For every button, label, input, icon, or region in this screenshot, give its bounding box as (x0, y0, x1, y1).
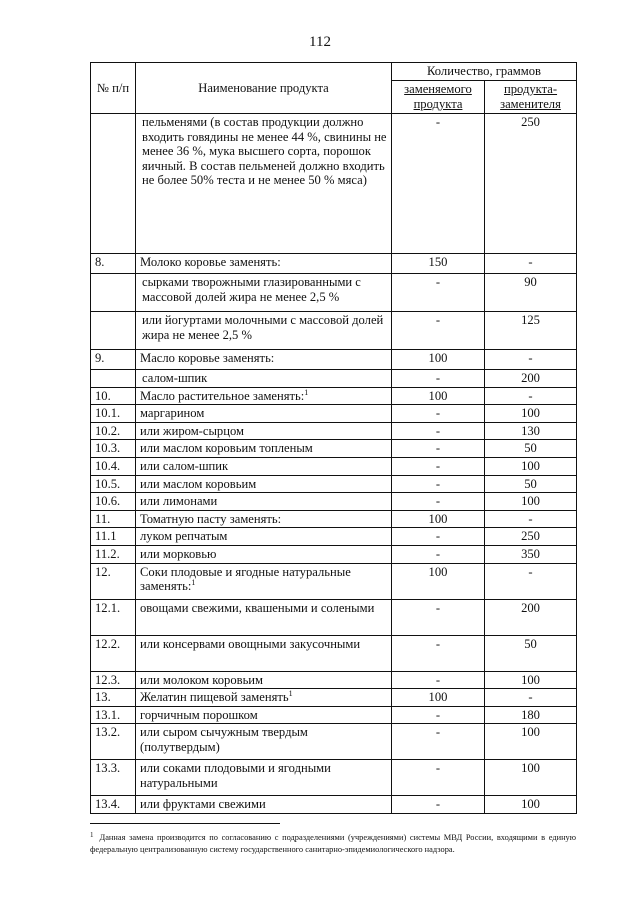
replaced-quantity: - (392, 528, 485, 546)
product-name-cell (136, 724, 392, 760)
table-row (91, 440, 577, 458)
product-name: сырками творожными глазированными с массовой долей жира не менее 2,5 % (142, 275, 361, 304)
table-row (91, 510, 577, 528)
product-name-cell (136, 510, 392, 528)
row-number: 10.2. (91, 422, 136, 440)
replaced-quantity: 150 (392, 254, 485, 274)
substitute-quantity: 100 (485, 671, 577, 689)
product-name: или йогуртами молочными с массовой долей жира не менее 2,5 % (142, 313, 384, 342)
row-number: 11.1 (91, 528, 136, 546)
product-name: Молоко коровье заменять: (140, 255, 281, 269)
replaced-quantity: - (392, 706, 485, 724)
table-row (91, 635, 577, 671)
header-num: № п/п (91, 63, 136, 114)
replaced-quantity: - (392, 475, 485, 493)
substitute-quantity: 100 (485, 457, 577, 475)
table-row (91, 528, 577, 546)
product-name: Масло коровье заменять: (140, 351, 275, 365)
product-name: Масло растительное заменять: (140, 388, 305, 403)
product-name-cell (136, 545, 392, 563)
product-name-cell (136, 635, 392, 671)
product-name: или маслом коровьим топленым (140, 441, 313, 456)
footnote-divider (90, 823, 280, 824)
product-name: или морковью (140, 546, 217, 561)
row-number (91, 312, 136, 350)
product-name: или маслом коровьим (140, 476, 257, 491)
product-name: горчичным порошком (140, 707, 258, 722)
row-number: 13.4. (91, 796, 136, 814)
replaced-quantity: - (392, 545, 485, 563)
product-name: или фруктами свежими (140, 797, 266, 812)
footnote-mark: 1 (90, 831, 94, 839)
header-substitute-label: продукта-заменителя (500, 82, 561, 111)
product-name-cell (136, 312, 392, 350)
table-row (91, 689, 577, 707)
row-number: 12. (91, 563, 136, 599)
product-name: или консервами овощными закусочными (140, 636, 361, 651)
row-number: 11.2. (91, 545, 136, 563)
row-number: 10.3. (91, 440, 136, 458)
substitute-quantity: - (485, 254, 577, 274)
substitute-quantity: - (485, 350, 577, 370)
substitute-quantity: 100 (485, 405, 577, 423)
replaced-quantity: - (392, 493, 485, 511)
replaced-quantity: - (392, 405, 485, 423)
substitute-quantity: 50 (485, 440, 577, 458)
table-row (91, 274, 577, 312)
replaced-quantity: 100 (392, 689, 485, 707)
food-substitution-table (90, 62, 577, 814)
substitute-quantity: 180 (485, 706, 577, 724)
substitute-quantity: - (485, 387, 577, 405)
product-name-cell (136, 370, 392, 388)
table-row (91, 599, 577, 635)
product-name-cell (136, 563, 392, 599)
substitute-quantity: 250 (485, 114, 577, 254)
replaced-quantity: - (392, 422, 485, 440)
product-name-cell (136, 760, 392, 796)
product-name: Соки плодовые и ягодные натуральные заменять: (140, 564, 351, 594)
substitute-quantity: 50 (485, 475, 577, 493)
replaced-quantity: - (392, 760, 485, 796)
table-row (91, 114, 577, 254)
replaced-quantity: - (392, 274, 485, 312)
row-number: 10. (91, 387, 136, 405)
product-name-cell (136, 114, 392, 254)
product-name: или соками плодовыми и ягодными натуральными (140, 761, 331, 790)
footnote-reference: 1 (191, 578, 196, 588)
product-name: овощами свежими, квашеными и солеными (140, 600, 375, 615)
substitute-quantity: 100 (485, 493, 577, 511)
table-row (91, 370, 577, 388)
product-name-cell (136, 475, 392, 493)
row-number: 10.4. (91, 457, 136, 475)
row-number (91, 114, 136, 254)
product-name: или салом-шпик (140, 458, 229, 473)
row-number: 9. (91, 350, 136, 370)
product-name-cell (136, 796, 392, 814)
product-name-cell (136, 387, 392, 405)
row-number: 10.1. (91, 405, 136, 423)
row-number: 13.3. (91, 760, 136, 796)
substitute-quantity: 200 (485, 370, 577, 388)
replaced-quantity: 100 (392, 563, 485, 599)
row-number: 13.1. (91, 706, 136, 724)
row-number (91, 370, 136, 388)
product-name-cell (136, 671, 392, 689)
replaced-quantity: - (392, 635, 485, 671)
substitute-quantity: 130 (485, 422, 577, 440)
table-row (91, 457, 577, 475)
substitute-quantity: 100 (485, 724, 577, 760)
replaced-quantity: - (392, 312, 485, 350)
table-row (91, 760, 577, 796)
footnote-reference: 1 (288, 689, 293, 699)
footnote (90, 829, 576, 856)
product-name-cell (136, 689, 392, 707)
replaced-quantity: 100 (392, 510, 485, 528)
table-row (91, 387, 577, 405)
row-number: 11. (91, 510, 136, 528)
substitute-quantity: 200 (485, 599, 577, 635)
row-number: 12.3. (91, 671, 136, 689)
replaced-quantity: - (392, 671, 485, 689)
substitute-quantity: 100 (485, 796, 577, 814)
product-name-cell (136, 706, 392, 724)
header-replaced (392, 81, 485, 114)
table-row (91, 724, 577, 760)
product-name: маргарином (140, 406, 205, 421)
product-name-cell (136, 274, 392, 312)
footnote-text: Данная замена производится по согласованию с подразделениями (учреждениями) системы МВД России, входящими в единую федеральную централизованную систему государственного санитарно-эпидемиологического надзора. (90, 833, 576, 854)
replaced-quantity: 100 (392, 350, 485, 370)
row-number: 8. (91, 254, 136, 274)
product-name-cell (136, 350, 392, 370)
header-substitute (485, 81, 577, 114)
header-name: Наименование продукта (136, 63, 392, 114)
product-name: пельменями (в состав продукции должно входить говядины не менее 44 %, свинины не менее 36 %, мука высшего сорта, порошок яичный. В состав пельменей должно входить не более 50% теста и не менее 50 % мяса) (142, 115, 387, 188)
row-number: 13. (91, 689, 136, 707)
product-name-cell (136, 254, 392, 274)
table-row (91, 563, 577, 599)
table-row (91, 350, 577, 370)
table-header-row (91, 63, 577, 81)
replaced-quantity: - (392, 114, 485, 254)
replaced-quantity: - (392, 370, 485, 388)
replaced-quantity: - (392, 796, 485, 814)
table-row (91, 671, 577, 689)
product-name: или жиром-сырцом (140, 423, 244, 438)
header-quantity: Количество, граммов (392, 63, 577, 81)
row-number (91, 274, 136, 312)
substitute-quantity: - (485, 689, 577, 707)
substitute-quantity: - (485, 510, 577, 528)
table-row (91, 493, 577, 511)
product-name-cell (136, 422, 392, 440)
table-row (91, 254, 577, 274)
product-name: или сыром сычужным твердым (полутвердым) (140, 725, 308, 754)
product-name: Томатную пасту заменять: (140, 511, 282, 526)
replaced-quantity: - (392, 599, 485, 635)
row-number: 12.1. (91, 599, 136, 635)
table-row (91, 405, 577, 423)
page-number: 112 (309, 34, 331, 50)
substitute-quantity: 125 (485, 312, 577, 350)
substitute-quantity: 100 (485, 760, 577, 796)
table-row (91, 422, 577, 440)
product-name-cell (136, 493, 392, 511)
table-row (91, 475, 577, 493)
table-row (91, 706, 577, 724)
row-number: 10.6. (91, 493, 136, 511)
replaced-quantity: - (392, 440, 485, 458)
replaced-quantity: 100 (392, 387, 485, 405)
product-name: или молоком коровьим (140, 672, 264, 687)
table-row (91, 312, 577, 350)
substitute-quantity: - (485, 563, 577, 599)
row-number: 10.5. (91, 475, 136, 493)
table-row (91, 796, 577, 814)
product-name: салом-шпик (142, 371, 208, 385)
product-name: луком репчатым (140, 529, 228, 544)
table-row (91, 545, 577, 563)
product-name-cell (136, 405, 392, 423)
product-name-cell (136, 440, 392, 458)
row-number: 12.2. (91, 635, 136, 671)
product-name-cell (136, 457, 392, 475)
header-replaced-label: заменяемого продукта (404, 82, 472, 111)
row-number: 13.2. (91, 724, 136, 760)
product-name: Желатин пищевой заменять (140, 690, 289, 705)
product-name-cell (136, 528, 392, 546)
footnote-reference: 1 (304, 387, 309, 397)
product-name: или лимонами (140, 494, 218, 509)
replaced-quantity: - (392, 457, 485, 475)
substitute-quantity: 250 (485, 528, 577, 546)
substitute-quantity: 50 (485, 635, 577, 671)
replaced-quantity: - (392, 724, 485, 760)
substitute-quantity: 90 (485, 274, 577, 312)
product-name-cell (136, 599, 392, 635)
substitute-quantity: 350 (485, 545, 577, 563)
